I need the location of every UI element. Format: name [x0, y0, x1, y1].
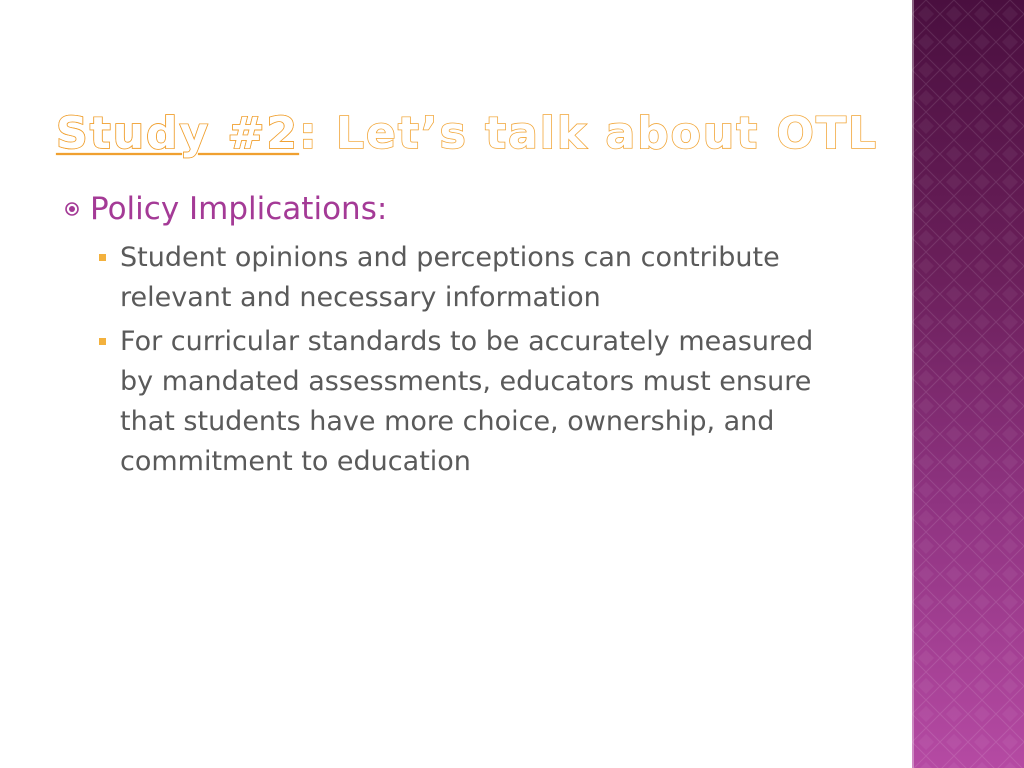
title-rest: : Let’s talk about OTL	[299, 108, 879, 159]
title-link[interactable]: Study #2	[56, 108, 300, 159]
bullet-level1-text: Policy Implications:	[90, 191, 388, 227]
square-bullet-icon	[94, 322, 120, 345]
slide-title	[56, 108, 878, 159]
bullet-level2-text: For curricular standards to be accurately measured by mandated assessments, educators must ensure that students have more choice, ownership, and commitment to education	[120, 326, 814, 477]
square-bullet-icon	[94, 238, 120, 261]
bullet-level2	[94, 238, 854, 318]
bullet-level2-text: Student opinions and perceptions can contribute relevant and necessary information	[120, 242, 780, 313]
slide-content	[64, 188, 854, 486]
circle-dot-bullet-icon	[64, 188, 90, 221]
bullet-level2	[94, 322, 854, 482]
decorative-side-band	[912, 0, 1024, 768]
diamond-pattern-icon	[912, 0, 1024, 768]
band-edge	[912, 0, 914, 768]
bullet-level1	[64, 188, 854, 230]
